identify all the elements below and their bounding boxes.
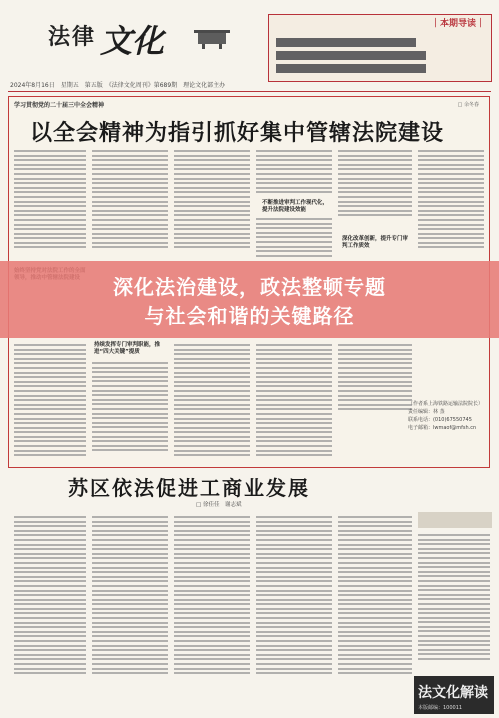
column-header-block [418,512,492,528]
text-column [174,344,250,459]
text-column [92,362,168,454]
bronze-vessel-icon [192,26,232,50]
article2-headline: 苏区依法促进工商业发展 [68,476,310,500]
text-column [338,150,412,219]
text-column [14,344,86,459]
stamp-sub: 本版邮编：100011 [418,705,463,711]
banner-title-line1: 深化法治建设，政法整顿专题 [113,275,386,299]
article2-byline: □ 徐佳佳 谢志斌 [196,502,242,508]
preview-title: ｜本期导读｜ [430,19,485,29]
text-column [256,516,332,677]
author-info [408,400,483,432]
text-column [338,344,412,413]
info-line: 联系电话：(010)67550745 [407,417,472,423]
article-kicker: 学习贯彻党的二十届三中全会精神 [14,102,105,109]
text-column [92,516,168,677]
subhead: 深化改革创新，提升专门审判工作质效 [342,236,409,249]
info-line: 责任编辑：林 蒸 [407,409,445,415]
text-column [174,516,250,677]
text-column [256,344,332,459]
stamp-label: 法文化解读 [418,685,488,701]
text-column [14,150,86,251]
preview-line [276,38,416,47]
text-column [174,150,250,251]
preview-line [276,64,426,73]
info-line: （作者系上海铁路运输法院院长） [407,401,483,407]
subhead: 持续发挥专门审判职能，推进“四大关键”提质 [94,342,161,355]
article-byline: □ 余冬春 [457,102,479,108]
text-column [418,150,484,251]
preview-line [276,51,426,60]
info-line: 电子邮箱：lwmaof@mfsh.cn [407,425,477,431]
top-rule [8,91,491,92]
masthead-art: 文化 [100,22,165,60]
text-column [256,150,332,196]
text-column [14,516,86,677]
subhead: 不断推进审判工作现代化，提升法院建设效能 [262,200,329,213]
article-headline: 以全会精神为指引抓好集中管辖法院建设 [30,120,445,146]
text-column [418,534,490,663]
text-column [338,516,412,677]
masthead-title: 法律 [48,24,97,50]
edition-line: 2024年8月16日 星期五 第五版 《法律文化周刊》第689期 理论文化部主办 [10,82,226,89]
text-column [92,150,168,251]
banner-title-line2: 与社会和谐的关键路径 [144,304,355,328]
text-column [256,218,332,259]
